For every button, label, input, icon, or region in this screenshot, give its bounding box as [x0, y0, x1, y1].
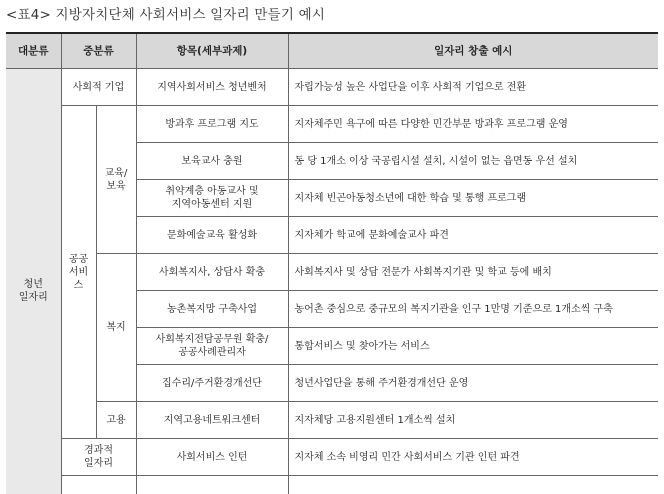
item-cell: 보육교사 충원	[136, 143, 288, 180]
table-row	[6, 106, 658, 143]
example-cell: 지자체주민 욕구에 따른 다양한 민간부문 방과후 프로그램 운영	[288, 106, 658, 143]
public-service-cell: 공공 서비 스	[61, 106, 96, 439]
sub-education-cell: 교육/ 보육	[96, 106, 136, 254]
item-cell: 집수리/주거환경개선단	[136, 365, 288, 402]
example-cell: 지자체 빈곤아동청소년에 대한 학습 및 통행 프로그램	[288, 180, 658, 217]
example-cell: 사회복지사 및 상담 전문가 사회복지기관 및 학교 등에 배치	[288, 254, 658, 291]
table-row	[6, 69, 658, 106]
middle-category-cell	[61, 476, 136, 494]
item-cell: 방과후 프로그램 지도	[136, 106, 288, 143]
item-cell: 사회복지전담공무원 확충/ 공공사례관리자	[136, 328, 288, 365]
header-item: 항목(세부과제)	[136, 34, 288, 69]
item-cell: 지역고용네트워크센터	[136, 402, 288, 439]
example-cell: 지자체당 고용지원센터 1개소씩 설치	[288, 402, 658, 439]
header-major-category: 대분류	[6, 34, 61, 69]
example-cell: 농어촌 중심으로 중규모의 복지기관을 인구 1만명 기준으로 1개소씩 구축	[288, 291, 658, 328]
item-cell: 농촌복지망 구축사업	[136, 291, 288, 328]
table-row-cutoff	[6, 476, 658, 494]
sub-welfare-cell: 복지	[96, 254, 136, 402]
example-cell: 지자체 소속 비영리 민간 사회서비스 기관 인턴 파견	[288, 439, 658, 476]
item-cell: 문화예술교육 활성화	[136, 217, 288, 254]
item-cell	[136, 476, 288, 494]
job-creation-table	[6, 34, 658, 494]
item-cell: 사회서비스 인턴	[136, 439, 288, 476]
table-caption: <표4> 지방자치단체 사회서비스 일자리 만들기 예시	[6, 3, 325, 23]
example-cell: 동 당 1개소 이상 국공립시설 설치, 시설이 없는 읍면동 우선 설치	[288, 143, 658, 180]
table-row	[6, 439, 658, 476]
header-middle-category: 중분류	[61, 34, 136, 69]
item-cell: 취약계층 아동교사 및 지역아동센터 지원	[136, 180, 288, 217]
table-row	[6, 254, 658, 291]
sub-employment-cell: 고용	[96, 402, 136, 439]
example-cell	[288, 476, 658, 494]
example-cell: 청년사업단을 통해 주거환경개선단 운영	[288, 365, 658, 402]
major-category-cell: 청년 일자리	[6, 69, 61, 494]
item-cell: 지역사회서비스 청년벤처	[136, 69, 288, 106]
table-frame	[6, 32, 658, 494]
example-cell: 통합서비스 및 찾아가는 서비스	[288, 328, 658, 365]
middle-category-cell: 경과적 일자리	[61, 439, 136, 476]
header-example: 일자리 창출 예시	[288, 34, 658, 69]
example-cell: 지자체가 학교에 문화예술교사 파견	[288, 217, 658, 254]
table-row	[6, 402, 658, 439]
middle-category-cell: 사회적 기업	[61, 69, 136, 106]
table-header-row	[6, 34, 658, 69]
example-cell: 자립가능성 높은 사업단을 이후 사회적 기업으로 전환	[288, 69, 658, 106]
item-cell: 사회복지사, 상담사 확충	[136, 254, 288, 291]
